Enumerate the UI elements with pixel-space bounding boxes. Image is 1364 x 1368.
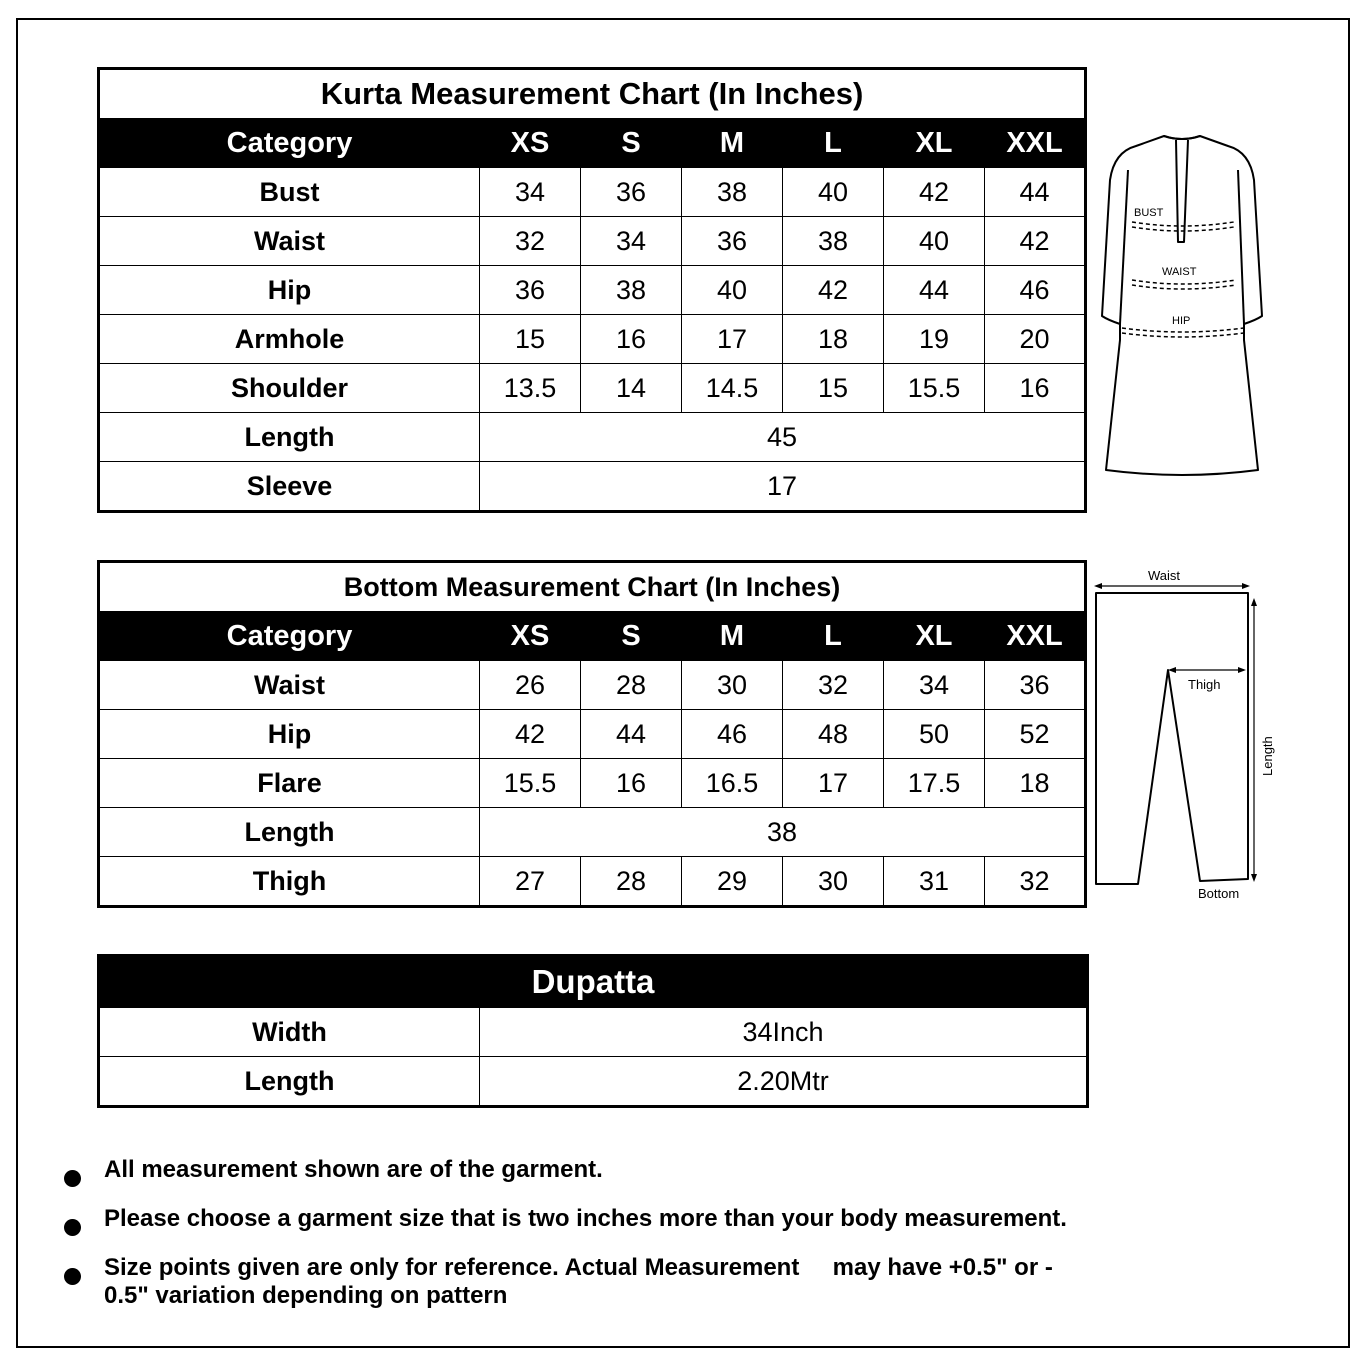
cell-value: 48 xyxy=(783,710,884,759)
table-row xyxy=(99,168,1086,217)
cell-value: 13.5 xyxy=(480,364,581,413)
diagram-label-bust: BUST xyxy=(1134,207,1164,219)
bottom-measurement-table xyxy=(97,560,1087,908)
table-row xyxy=(99,857,1086,907)
header-size: XXL xyxy=(985,612,1086,661)
row-label: Armhole xyxy=(99,315,480,364)
bullet-icon xyxy=(64,1268,81,1285)
table-row xyxy=(99,266,1086,315)
cell-value: 29 xyxy=(682,857,783,907)
row-label: Length xyxy=(99,808,480,857)
header-size: M xyxy=(682,612,783,661)
cell-value: 16 xyxy=(581,759,682,808)
header-size: S xyxy=(581,119,682,168)
cell-value: 45 xyxy=(480,413,1086,462)
cell-value: 34 xyxy=(480,168,581,217)
header-size: XS xyxy=(480,612,581,661)
bottom-header-row xyxy=(99,612,1086,661)
cell-value: 16 xyxy=(581,315,682,364)
cell-value: 30 xyxy=(783,857,884,907)
cell-value: 17 xyxy=(480,462,1086,512)
cell-value: 28 xyxy=(581,857,682,907)
cell-value: 14.5 xyxy=(682,364,783,413)
cell-value: 34 xyxy=(884,661,985,710)
diagram-label-waist: WAIST xyxy=(1162,266,1197,278)
row-label: Waist xyxy=(99,217,480,266)
cell-value: 15 xyxy=(783,364,884,413)
table-row xyxy=(99,1008,1088,1057)
table-row xyxy=(99,364,1086,413)
header-size: XL xyxy=(884,612,985,661)
dupatta-title: Dupatta xyxy=(99,956,1088,1008)
cell-value: 17.5 xyxy=(884,759,985,808)
cell-value: 42 xyxy=(480,710,581,759)
cell-value: 15.5 xyxy=(884,364,985,413)
cell-value: 52 xyxy=(985,710,1086,759)
cell-value: 34 xyxy=(581,217,682,266)
cell-value: 32 xyxy=(480,217,581,266)
cell-value: 28 xyxy=(581,661,682,710)
cell-value: 36 xyxy=(985,661,1086,710)
row-label: Hip xyxy=(99,710,480,759)
cell-value: 36 xyxy=(480,266,581,315)
cell-value: 44 xyxy=(581,710,682,759)
cell-value: 30 xyxy=(682,661,783,710)
bullet-icon xyxy=(64,1170,81,1187)
row-label: Sleeve xyxy=(99,462,480,512)
cell-value: 2.20Mtr xyxy=(480,1057,1088,1107)
bullet-icon xyxy=(64,1219,81,1236)
table-row xyxy=(99,1057,1088,1107)
kurta-measurement-table xyxy=(97,67,1087,513)
bottom-diagram xyxy=(1088,566,1288,906)
kurta-header-row xyxy=(99,119,1086,168)
row-label: Waist xyxy=(99,661,480,710)
cell-value: 36 xyxy=(581,168,682,217)
header-category: Category xyxy=(99,612,480,661)
header-size: S xyxy=(581,612,682,661)
cell-value: 32 xyxy=(985,857,1086,907)
cell-value: 40 xyxy=(783,168,884,217)
table-row xyxy=(99,661,1086,710)
note-text: All measurement shown are of the garment. xyxy=(104,1156,603,1183)
cell-value: 40 xyxy=(682,266,783,315)
cell-value: 44 xyxy=(985,168,1086,217)
cell-value: 36 xyxy=(682,217,783,266)
header-category: Category xyxy=(99,119,480,168)
cell-value: 38 xyxy=(581,266,682,315)
row-label: Length xyxy=(99,1057,480,1107)
row-label: Hip xyxy=(99,266,480,315)
kurta-chart-title: Kurta Measurement Chart (In Inches) xyxy=(99,69,1086,119)
list-item xyxy=(60,1201,1080,1250)
cell-value: 20 xyxy=(985,315,1086,364)
table-row xyxy=(99,710,1086,759)
cell-value: 27 xyxy=(480,857,581,907)
cell-value: 38 xyxy=(783,217,884,266)
dupatta-table xyxy=(97,954,1089,1108)
cell-value: 15.5 xyxy=(480,759,581,808)
diagram-label-hip: HIP xyxy=(1172,315,1191,327)
cell-value: 42 xyxy=(985,217,1086,266)
note-text-continued: 0.5" variation depending on pattern xyxy=(104,1282,508,1309)
cell-value: 31 xyxy=(884,857,985,907)
cell-value: 50 xyxy=(884,710,985,759)
table-row xyxy=(99,315,1086,364)
cell-value: 42 xyxy=(783,266,884,315)
cell-value: 17 xyxy=(682,315,783,364)
row-label: Flare xyxy=(99,759,480,808)
cell-value: 26 xyxy=(480,661,581,710)
header-size: XL xyxy=(884,119,985,168)
cell-value: 46 xyxy=(985,266,1086,315)
row-label: Shoulder xyxy=(99,364,480,413)
bottom-chart-title: Bottom Measurement Chart (In Inches) xyxy=(99,562,1086,612)
table-row xyxy=(99,462,1086,512)
cell-value: 18 xyxy=(783,315,884,364)
table-row xyxy=(99,413,1086,462)
row-label: Length xyxy=(99,413,480,462)
row-label: Bust xyxy=(99,168,480,217)
diagram-label-length: Length xyxy=(1260,736,1275,776)
cell-value: 38 xyxy=(480,808,1086,857)
cell-value: 16.5 xyxy=(682,759,783,808)
row-label: Width xyxy=(99,1008,480,1057)
notes-list xyxy=(60,1152,1080,1309)
header-size: M xyxy=(682,119,783,168)
header-size: XS xyxy=(480,119,581,168)
cell-value: 17 xyxy=(783,759,884,808)
cell-value: 15 xyxy=(480,315,581,364)
cell-value: 32 xyxy=(783,661,884,710)
table-row xyxy=(99,759,1086,808)
note-text: Size points given are only for reference. Actual Measurement may have +0.5" or - xyxy=(104,1254,1053,1281)
header-size: L xyxy=(783,612,884,661)
diagram-label-bottom: Bottom xyxy=(1198,886,1240,901)
cell-value: 42 xyxy=(884,168,985,217)
cell-value: 16 xyxy=(985,364,1086,413)
table-row xyxy=(99,808,1086,857)
cell-value: 46 xyxy=(682,710,783,759)
table-row xyxy=(99,217,1086,266)
header-size: XXL xyxy=(985,119,1086,168)
list-item xyxy=(60,1250,1080,1309)
cell-value: 19 xyxy=(884,315,985,364)
cell-value: 40 xyxy=(884,217,985,266)
diagram-label-waist: Waist xyxy=(1148,568,1181,583)
diagram-label-thigh: Thigh xyxy=(1188,677,1221,692)
row-label: Thigh xyxy=(99,857,480,907)
cell-value: 14 xyxy=(581,364,682,413)
note-text: Please choose a garment size that is two inches more than your body measurement. xyxy=(104,1205,1067,1232)
list-item xyxy=(60,1152,1080,1201)
cell-value: 44 xyxy=(884,266,985,315)
cell-value: 18 xyxy=(985,759,1086,808)
kurta-diagram xyxy=(1098,130,1268,480)
header-size: L xyxy=(783,119,884,168)
cell-value: 38 xyxy=(682,168,783,217)
cell-value: 34Inch xyxy=(480,1008,1088,1057)
